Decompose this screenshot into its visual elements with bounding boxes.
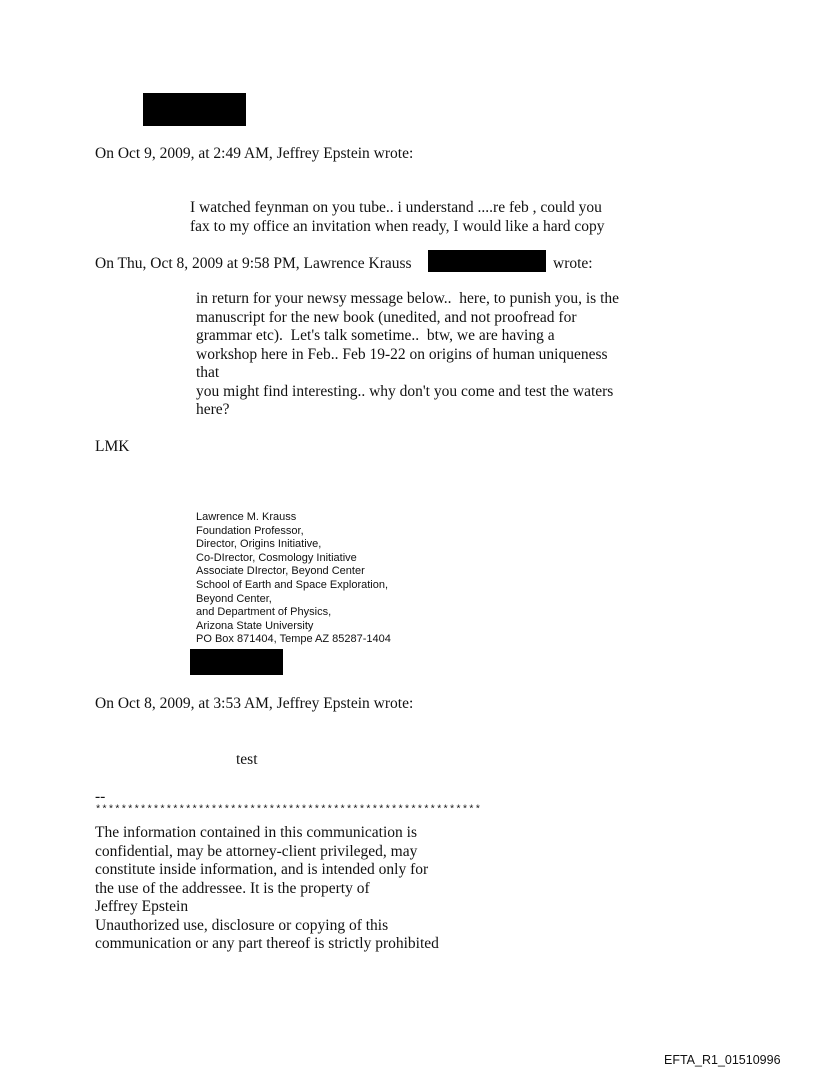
signature-line: Director, Origins Initiative, bbox=[196, 538, 322, 551]
bates-number: EFTA_R1_01510996 bbox=[664, 1053, 781, 1067]
epstein-reply-body bbox=[190, 199, 605, 236]
signature-line: Beyond Center, bbox=[196, 592, 272, 605]
message-line: manuscript for the new book (unedited, and not proofread for bbox=[196, 308, 577, 326]
signature-line: Lawrence M. Krauss bbox=[196, 511, 297, 523]
disclaimer-line: the use of the addressee. It is the property of bbox=[95, 879, 370, 897]
disclaimer-line: confidential, may be attorney-client privileged, may bbox=[95, 842, 418, 860]
signature-line: and Department of Physics, bbox=[196, 606, 332, 619]
signature-line: Arizona State University bbox=[196, 619, 314, 632]
footer-stars: ************************************************************ bbox=[95, 804, 482, 816]
original-header: On Oct 8, 2009, at 3:53 AM, Jeffrey Epstein wrote: bbox=[95, 695, 414, 712]
reply-line: fax to my office an invitation when ready, I would like a hard copy bbox=[190, 217, 605, 235]
signature-line: School of Earth and Space Exploration, bbox=[196, 578, 389, 591]
message-line: in return for your newsy message below.. here, to punish you, is the bbox=[196, 290, 620, 307]
disclaimer-line: Jeffrey Epstein bbox=[95, 898, 189, 915]
signature-line: Co-DIrector, Cosmology Initiative bbox=[196, 551, 357, 564]
krauss-message-body bbox=[196, 290, 619, 420]
krauss-header-suffix: wrote: bbox=[553, 255, 593, 272]
signature-line: Foundation Professor, bbox=[196, 524, 304, 537]
reply-header: On Oct 9, 2009, at 2:49 AM, Jeffrey Epstein wrote: bbox=[95, 145, 414, 162]
signature-line: PO Box 871404, Tempe AZ 85287-1404 bbox=[196, 633, 391, 646]
message-line: here? bbox=[196, 401, 230, 418]
redaction-signature-contact bbox=[190, 649, 283, 675]
redaction-email-krauss bbox=[428, 250, 546, 272]
krauss-header-prefix: On Thu, Oct 8, 2009 at 9:58 PM, Lawrence Krauss bbox=[95, 255, 412, 272]
original-body: test bbox=[236, 751, 258, 768]
email-signature bbox=[196, 511, 391, 647]
signoff: LMK bbox=[95, 438, 130, 455]
message-line: that bbox=[196, 364, 220, 381]
message-line: grammar etc). Let's talk sometime.. btw, we are having a bbox=[196, 327, 555, 344]
disclaimer-line: Unauthorized use, disclosure or copying of this bbox=[95, 916, 389, 934]
message-line: you might find interesting.. why don't you come and test the waters bbox=[196, 382, 614, 400]
footer-dashes: -- bbox=[95, 788, 106, 805]
message-line: workshop here in Feb.. Feb 19-22 on origins of human uniqueness bbox=[196, 345, 608, 363]
disclaimer-line: constitute inside information, and is intended only for bbox=[95, 861, 429, 878]
reply-line: I watched feynman on you tube.. i understand ....re feb , could you bbox=[190, 199, 602, 216]
signature-line: Associate DIrector, Beyond Center bbox=[196, 565, 365, 578]
disclaimer-line: communication or any part thereof is strictly prohibited bbox=[95, 935, 439, 952]
confidentiality-disclaimer bbox=[95, 824, 439, 954]
disclaimer-line: The information contained in this communication is bbox=[95, 824, 417, 841]
redaction-block-top bbox=[143, 93, 246, 126]
